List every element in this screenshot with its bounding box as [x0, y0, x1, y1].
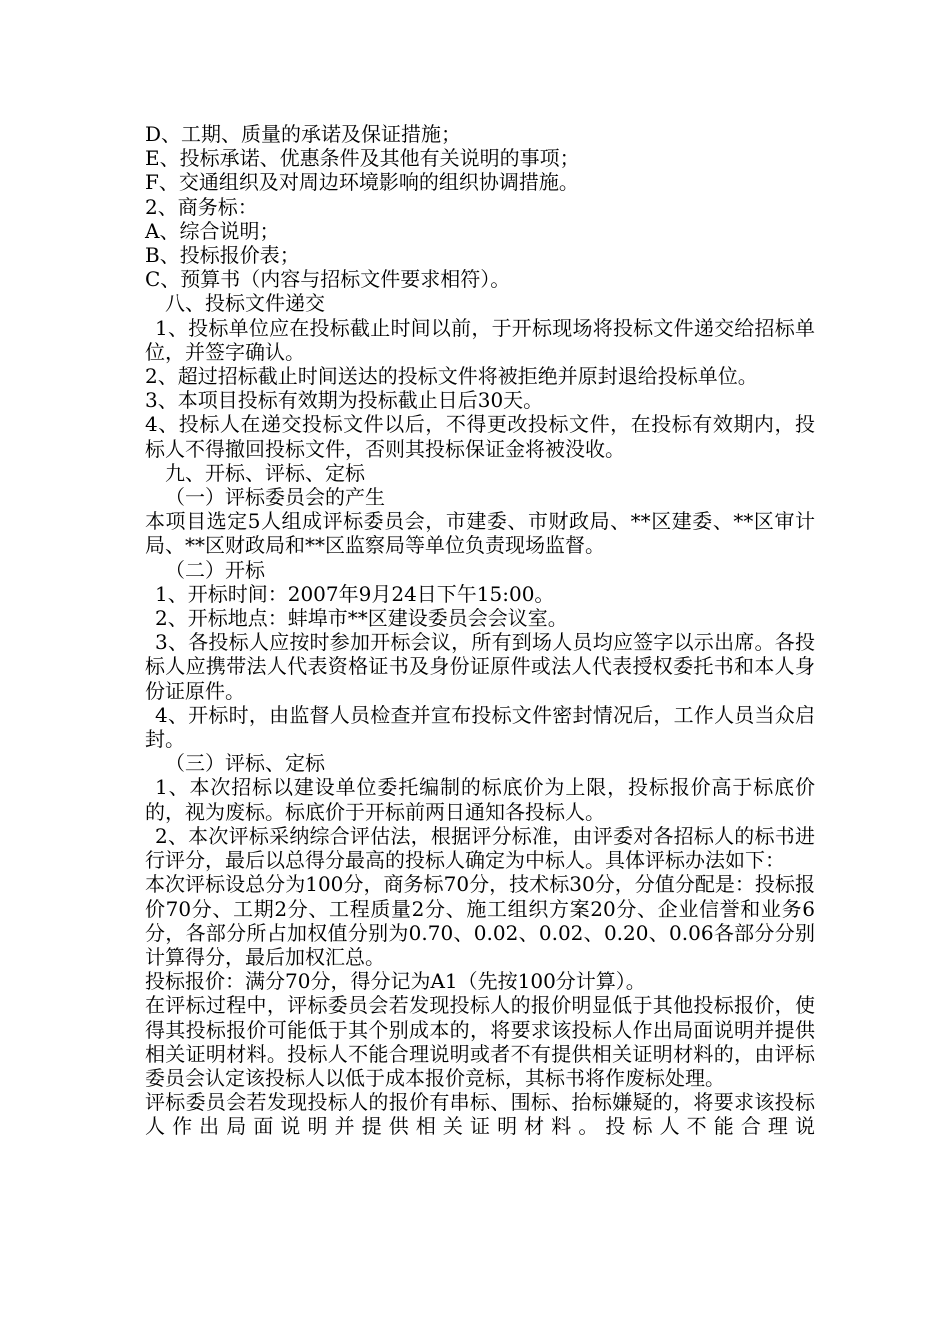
paragraph: 3、本项目投标有效期为投标截止日后30天。 [145, 388, 544, 413]
subsection-heading-1: （一）评标委员会的产生 [165, 485, 385, 510]
list-item-e: E、投标承诺、优惠条件及其他有关说明的事项； [145, 146, 580, 171]
paragraph: 投标报价：满分70分，得分记为A1（先按100分计算）。 [145, 969, 646, 994]
paragraph: 2、开标地点：蚌埠市**区建设委员会会议室。 [155, 606, 568, 631]
paragraph: 4、投标人在递交投标文件以后，不得更改投标文件，在投标有效期内，投标人不得撤回投标文件，否则其投标保证金将被没收。 [145, 412, 815, 461]
list-item-a: A、综合说明； [145, 218, 280, 243]
section-heading-8: 八、投标文件递交 [165, 291, 325, 316]
section-heading-business-bid: 2、商务标： [145, 194, 258, 219]
paragraph: 1、开标时间：2007年9月24日下午15:00。 [155, 581, 555, 606]
paragraph: 1、投标单位应在投标截止时间以前，于开标现场将投标文件递交给招标单位，并签字确认。 [145, 315, 815, 364]
paragraph: 3、各投标人应按时参加开标会议，所有到场人员均应签字以示出席。各投标人应携带法人代表资格证书及身份证原件或法人代表授权委托书和本人身份证原件。 [145, 630, 815, 703]
paragraph: 2、超过招标截止时间送达的投标文件将被拒绝并原封退给投标单位。 [145, 364, 758, 389]
list-item-f: F、交通组织及对周边环境影响的组织协调措施。 [145, 170, 579, 195]
list-item-b: B、投标报价表； [145, 243, 300, 268]
paragraph: 4、开标时，由监督人员检查并宣布投标文件密封情况后，工作人员当众启封。 [145, 702, 815, 752]
subsection-heading-2: （二）开标 [165, 557, 265, 582]
list-item-c: C、预算书（内容与招标文件要求相符）。 [145, 267, 511, 292]
list-item-d: D、工期、质量的承诺及保证措施； [145, 122, 462, 146]
paragraph: 1、本次招标以建设单位委托编制的标底价为上限，投标报价高于标底价的，视为废标。标底价于开标前两日通知各投标人。 [145, 775, 815, 824]
section-heading-9: 九、开标、评标、定标 [165, 460, 365, 485]
paragraph: 评标委员会若发现投标人的报价有串标、围标、抬标嫌疑的，将要求该投标人作出局面说明并提供相关证明材料。投标人不能合理说 [145, 1090, 815, 1139]
paragraph: 本项目选定5人组成评标委员会，市建委、市财政局、**区建委、**区审计局、**区财政局和**区监察局等单位负责现场监督。 [145, 509, 815, 558]
subsection-heading-3: （三）评标、定标 [165, 751, 325, 776]
paragraph: 本次评标设总分为100分，商务标70分，技术标30分，分值分配是：投标报价70分、工期2分、工程质量2分、施工组织方案20分、企业信誉和业务6分，各部分所占加权值分别为0.70、0.02、0.02、0.20、0.06各部分分别计算得分，最后加权汇总。 [145, 872, 815, 969]
document-page [145, 122, 815, 1139]
paragraph: 在评标过程中，评标委员会若发现投标人的报价明显低于其他投标报价，使得其投标报价可能低于其个别成本的，将要求该投标人作出局面说明并提供相关证明材料。投标人不能合理说明或者不有提供相关证明材料的，由评标委员会认定该投标人以低于成本报价竞标，其标书将作废标处理。 [145, 993, 815, 1090]
paragraph: 2、本次评标采纳综合评估法，根据评分标准，由评委对各招标人的标书进行评分，最后以总得分最高的投标人确定为中标人。具体评标办法如下： [145, 823, 815, 873]
